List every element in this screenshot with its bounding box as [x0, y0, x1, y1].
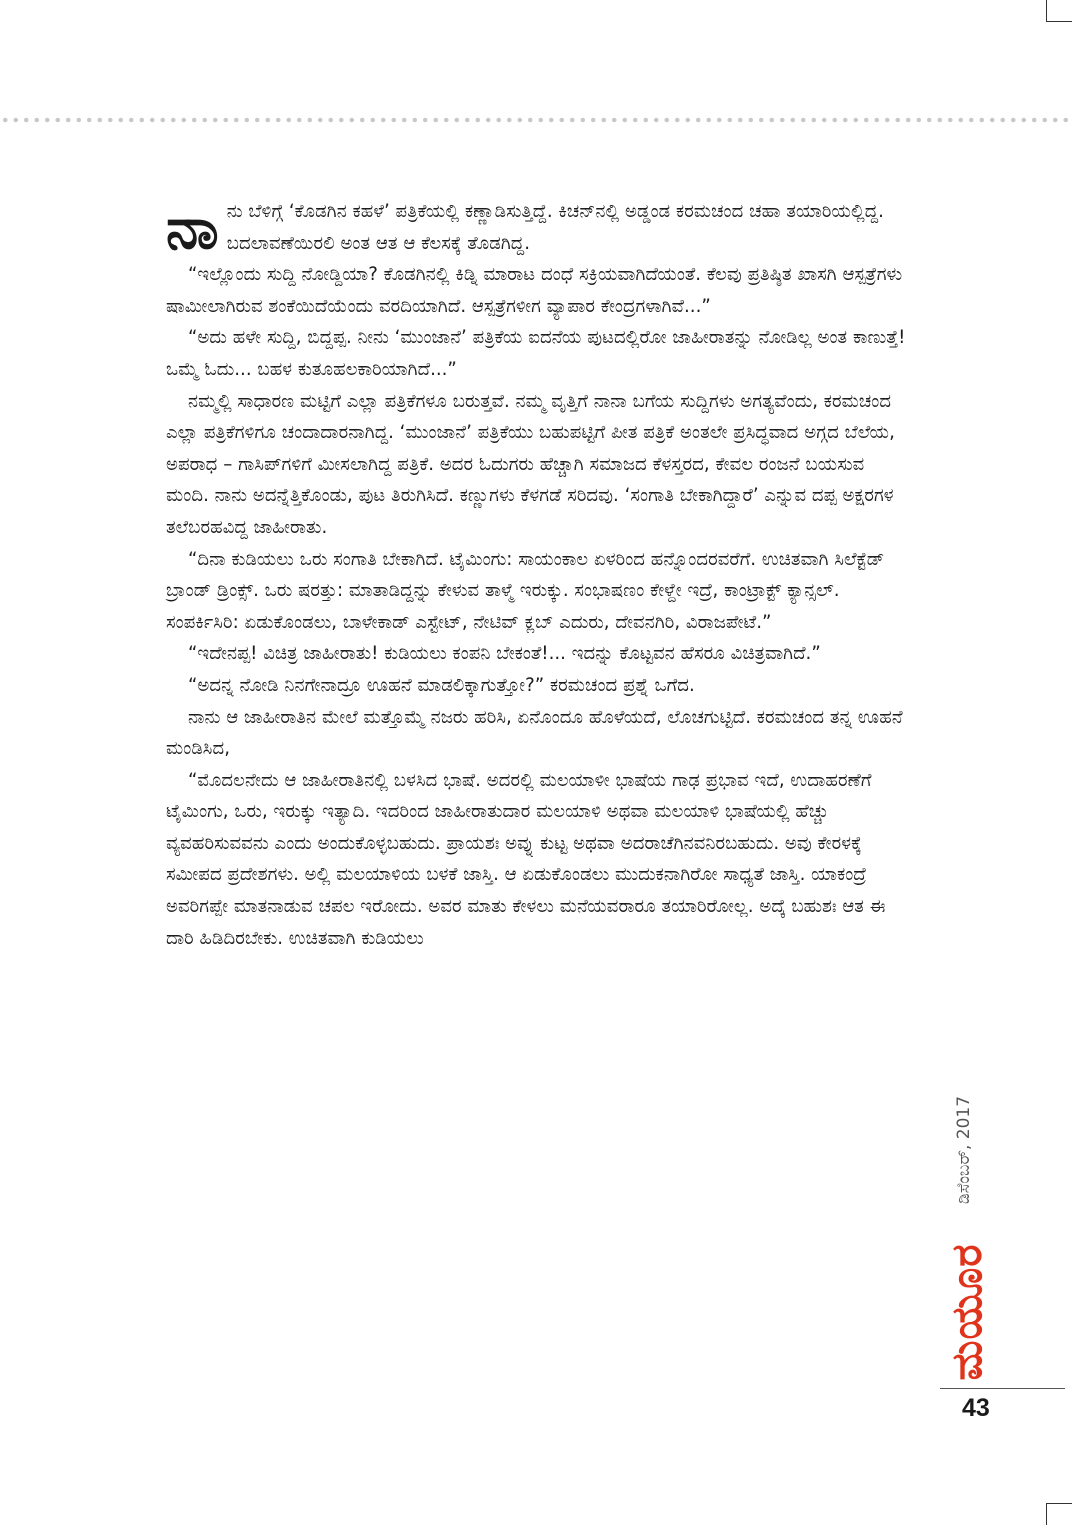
article-paragraph-1	[166, 194, 911, 262]
crop-mark-top-right-vertical	[1046, 0, 1047, 22]
article-paragraph-5: “ದಿನಾ ಕುಡಿಯಲು ಒರು ಸಂಗಾತಿ ಬೇಕಾಗಿದೆ. ಟೈಮಿಂಗು: ಸಾಯಂಕಾಲ ಏಳರಿಂದ ಹನ್ನೊಂದರವರೆಗೆ. ಉಚಿತವಾಗಿ ಸಿಲೆಕ್ಟೆಡ್ ಬ್ರಾಂಡ್ ಡ್ರಿಂಕ್ಸ್. ಒರು ಷರತ್ತು: ಮಾತಾಡಿದ್ದನ್ನು ಕೇಳುವ ತಾಳ್ಮೆ ಇರುಕ್ಕು. ಸಂಭಾಷಣಂ ಕೇಳ್ದೇ ಇದ್ರೆ, ಕಾಂಟ್ರಾಕ್ಟ್ ಕ್ಯಾನ್ಸಲ್. ಸಂಪರ್ಕಿಸಿರಿ: ಏಡುಕೊಂಡಲು, ಬಾಳೇಕಾಡ್ ಎಸ್ಟೇಟ್, ನೇಟಿವ್ ಕ್ಲಬ್ ಎದುರು, ದೇವನಗಿರಿ, ವಿರಾಜಪೇಟೆ.”	[166, 548, 885, 633]
crop-mark-bottom-right-horizontal	[1046, 1503, 1072, 1504]
article-body	[166, 196, 911, 954]
article-paragraph-8: ನಾನು ಆ ಜಾಹೀರಾತಿನ ಮೇಲೆ ಮತ್ತೊಮ್ಮೆ ನಜರು ಹರಿಸಿ, ಏನೊಂದೂ ಹೊಳೆಯದೆ, ಲೊಚಗುಟ್ಟಿದೆ. ಕರಮಚಂದ ತನ್ನ ಊಹನೆ ಮಂಡಿಸಿದ,	[166, 706, 903, 760]
dotted-divider	[0, 117, 1072, 123]
article-paragraph-4: ನಮ್ಮಲ್ಲಿ ಸಾಧಾರಣ ಮಟ್ಟಿಗೆ ಎಲ್ಲಾ ಪತ್ರಿಕೆಗಳೂ ಬರುತ್ತವೆ. ನಮ್ಮ ವೃತ್ತಿಗೆ ನಾನಾ ಬಗೆಯ ಸುದ್ದಿಗಳು ಅಗತ್ಯವೆಂದು, ಕರಮಚಂದ ಎಲ್ಲಾ ಪತ್ರಿಕೆಗಳಿಗೂ ಚಂದಾದಾರನಾಗಿದ್ದ. ‘ಮುಂಜಾನೆ’ ಪತ್ರಿಕೆಯು ಬಹುಪಟ್ಟಿಗೆ ಪೀತ ಪತ್ರಿಕೆ ಅಂತಲೇ ಪ್ರಸಿದ್ಧವಾದ ಅಗ್ಗದ ಬೆಲೆಯ, ಅಪರಾಧ – ಗಾಸಿಪ್‌ಗಳಿಗೆ ಮೀಸಲಾಗಿದ್ದ ಪತ್ರಿಕೆ. ಅದರ ಓದುಗರು ಹೆಚ್ಚಾಗಿ ಸಮಾಜದ ಕೆಳಸ್ತರದ, ಕೇವಲ ರಂಜನೆ ಬಯಸುವ ಮಂದಿ. ನಾನು ಅದನ್ನೆತ್ತಿಕೊಂಡು, ಪುಟ ತಿರುಗಿಸಿದೆ. ಕಣ್ಣುಗಳು ಕೆಳಗಡೆ ಸರಿದವು. ‘ಸಂಗಾತಿ ಬೇಕಾಗಿದ್ದಾರೆ’ ಎನ್ನುವ ದಪ್ಪ ಅಕ್ಷರಗಳ ತಲೆಬರಹವಿದ್ದ ಜಾಹೀರಾತು.	[166, 390, 895, 538]
issue-date: ಡಿಸೆಂಬರ್, 2017	[954, 1095, 974, 1205]
article-paragraph-9: “ಮೊದಲನೇದು ಆ ಜಾಹೀರಾತಿನಲ್ಲಿ ಬಳಸಿದ ಭಾಷೆ. ಅದರಲ್ಲಿ ಮಲಯಾಳೀ ಭಾಷೆಯ ಗಾಢ ಪ್ರಭಾವ ಇದೆ, ಉದಾಹರಣೆಗೆ ಟೈಮಿಂಗು, ಒರು, ಇರುಕ್ಕು ಇತ್ಯಾದಿ. ಇದರಿಂದ ಜಾಹೀರಾತುದಾರ ಮಲಯಾಳಿ ಅಥವಾ ಮಲಯಾಳಿ ಭಾಷೆಯಲ್ಲಿ ಹೆಚ್ಚು ವ್ಯವಹರಿಸುವವನು ಎಂದು ಅಂದುಕೊಳ್ಳಬಹುದು. ಪ್ರಾಯಶಃ ಅವ್ನು ಕುಟ್ಟ ಅಥವಾ ಅದರಾಚೆಗಿನವನಿರಬಹುದು. ಅವು ಕೇರಳಕ್ಕೆ ಸಮೀಪದ ಪ್ರದೇಶಗಳು. ಅಲ್ಲಿ ಮಲಯಾಳಿಯ ಬಳಕೆ ಜಾಸ್ತಿ. ಆ ಏಡುಕೊಂಡಲು ಮುದುಕನಾಗಿರೋ ಸಾಧ್ಯತೆ ಜಾಸ್ತಿ. ಯಾಕಂದ್ರೆ ಅವರಿಗಪ್ಪೇ ಮಾತನಾಡುವ ಚಪಲ ಇರೋದು. ಅವರ ಮಾತು ಕೇಳಲು ಮನೆಯವರಾರೂ ತಯಾರಿರೋಲ್ಲ. ಅದ್ಕೆ ಬಹುಶಃ ಆತ ಈ ದಾರಿ ಹಿಡಿದಿರಬೇಕು. ಉಚಿತವಾಗಿ ಕುಡಿಯಲು	[166, 769, 886, 949]
crop-mark-top-right-horizontal	[1046, 21, 1072, 22]
page-number: 43	[962, 1394, 990, 1422]
article-paragraph-6: “ಇದೇನಪ್ಪ! ವಿಚಿತ್ರ ಜಾಹೀರಾತು! ಕುಡಿಯಲು ಕಂಪನಿ ಬೇಕಂತೆ!... ಇದನ್ನು ಕೊಟ್ಟವನ ಹೆಸರೂ ವಿಚಿತ್ರವಾಗಿದೆ.”	[188, 643, 821, 665]
drop-cap: ನಾ	[166, 194, 219, 262]
article-paragraph-3: “ಅದು ಹಳೇ ಸುದ್ದಿ, ಬಿದ್ದಪ್ಪ. ನೀನು ‘ಮುಂಜಾನೆ’ ಪತ್ರಿಕೆಯ ಐದನೆಯ ಪುಟದಲ್ಲಿರೋ ಜಾಹೀರಾತನ್ನು ನೋಡಿಲ್ಲ ಅಂತ ಕಾಣುತ್ತೆ! ಒಮ್ಮೆ ಓದು... ಬಹಳ ಕುತೂಹಲಕಾರಿಯಾಗಿದೆ...”	[166, 327, 906, 380]
crop-mark-bottom-right-vertical	[1046, 1503, 1047, 1525]
page-number-rule	[940, 1388, 1065, 1389]
article-paragraph-7: “ಅದನ್ನ ನೋಡಿ ನಿನಗೇನಾದ್ರೂ ಊಹನೆ ಮಾಡಲಿಕ್ಕಾಗುತ್ತೋ?” ಕರಮಚಂದ ಪ್ರಶ್ನೆ ಒಗೆದ.	[188, 674, 695, 696]
article-paragraph-2: “ಇಲ್ಲೊಂದು ಸುದ್ದಿ ನೋಡ್ದಿಯಾ? ಕೊಡಗಿನಲ್ಲಿ ಕಿಡ್ನಿ ಮಾರಾಟ ದಂಧೆ ಸಕ್ರಿಯವಾಗಿದೆಯಂತೆ. ಕೆಲವು ಪ್ರತಿಷ್ಠಿತ ಖಾಸಗಿ ಆಸ್ಪತ್ರೆಗಳು ಷಾಮೀಲಾಗಿರುವ ಶಂಕೆಯಿದೆಯೆಂದು ವರದಿಯಾಗಿದೆ. ಆಸ್ಪತ್ರೆಗಳೀಗ ವ್ಯಾಪಾರ ಕೇಂದ್ರಗಳಾಗಿವೆ...”	[166, 264, 903, 317]
magazine-logo: ಮಯೂರ	[942, 1243, 991, 1381]
paragraph-text: ನು ಬೆಳಿಗ್ಗೆ ‘ಕೊಡಗಿನ ಕಹಳೆ’ ಪತ್ರಿಕೆಯಲ್ಲಿ ಕಣ್ಣಾಡಿಸುತ್ತಿದ್ದೆ. ಕಿಚನ್‌ನಲ್ಲಿ ಅಡ್ಡಂಡ ಕರಮಚಂದ ಚಹಾ ತಯಾರಿಯಲ್ಲಿದ್ದ. ಬದಲಾವಣೆಯಿರಲಿ ಅಂತ ಆತ ಆ ಕೆಲಸಕ್ಕೆ ತೊಡಗಿದ್ದ.	[226, 201, 884, 254]
